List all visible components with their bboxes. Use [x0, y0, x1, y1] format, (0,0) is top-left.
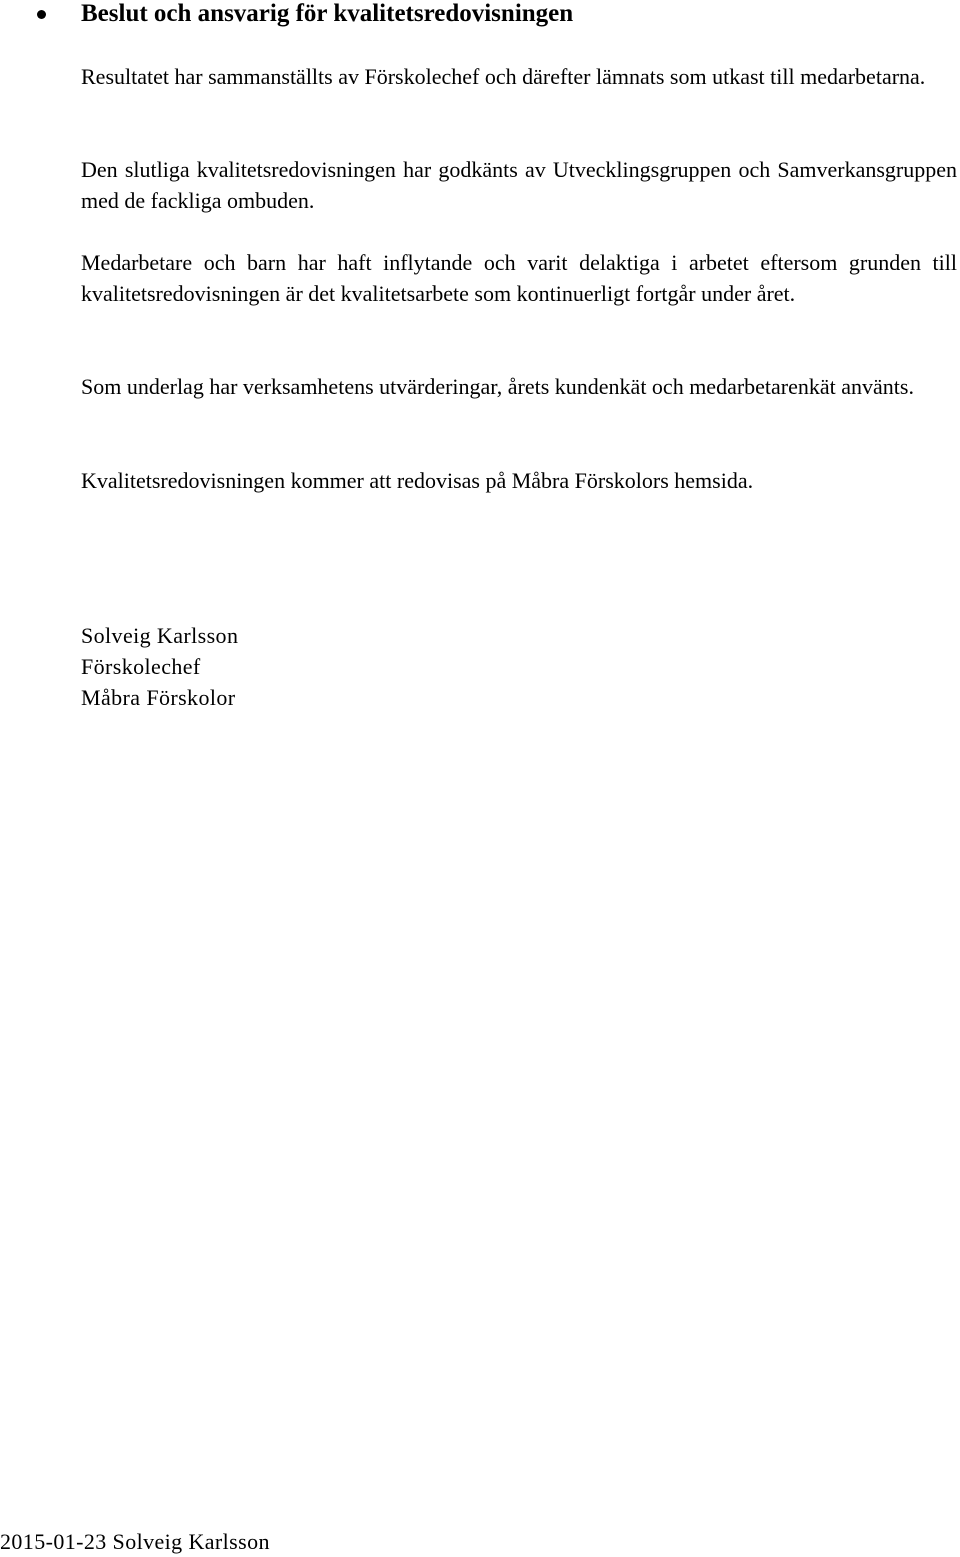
paragraph-1: Resultatet har sammanställts av Förskolechef och därefter lämnats som utkast till medarbetarna. [81, 64, 926, 89]
bullet-icon [37, 10, 46, 19]
signature-organization: Måbra Förskolor [81, 685, 236, 710]
section-heading: Beslut och ansvarig för kvalitetsredovisningen [81, 0, 574, 27]
paragraph-5: Kvalitetsredovisningen kommer att redovisas på Måbra Förskolors hemsida. [81, 468, 754, 493]
page-footer: 2015-01-23 Solveig Karlsson [0, 1529, 270, 1554]
section-heading-row [0, 0, 960, 32]
signature-name: Solveig Karlsson [81, 623, 239, 648]
paragraph-4: Som underlag har verksamhetens utvärderingar, årets kundenkät och medarbetarenkät använts. [81, 374, 914, 399]
paragraph-2: Den slutliga kvalitetsredovisningen har godkänts av Utvecklingsgruppen och Samverkansgruppen med de fackliga ombuden. [81, 157, 957, 213]
signature-title: Förskolechef [81, 654, 201, 679]
paragraph-3: Medarbetare och barn har haft inflytande och varit delaktiga i arbetet eftersom grunden till kvalitetsredovisningen är det kvalitetsarbete som kontinuerligt fortgår under året. [81, 250, 957, 306]
